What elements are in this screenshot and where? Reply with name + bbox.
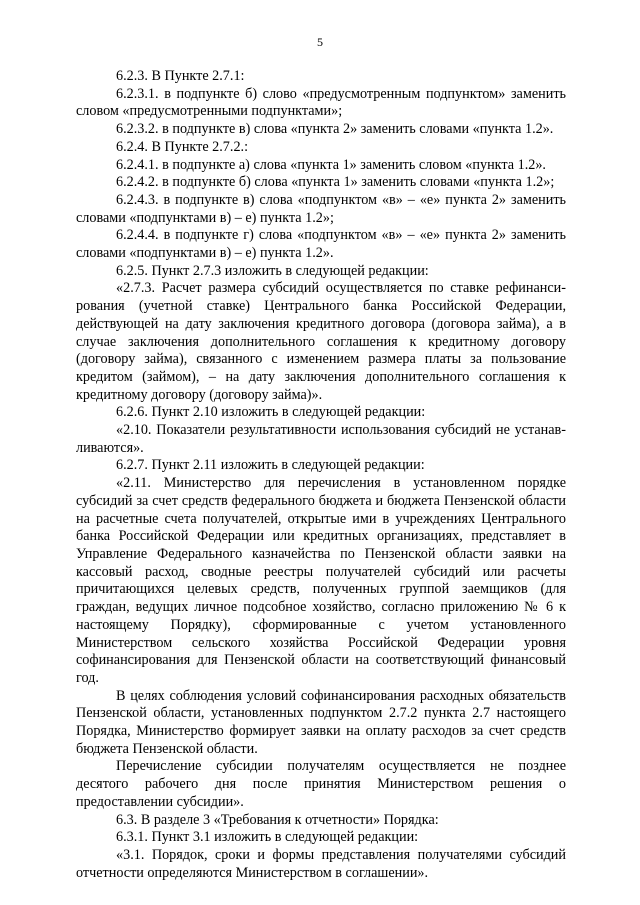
- paragraph: 6.2.3. В Пункте 2.7.1:: [116, 68, 245, 84]
- quoted-paragraph: «2.11. Министерство для перечисления в установленном порядке субсидий за счет средств федерального бюджета и бюджета Пензенской области на расчетные счета получателей, открытые ими в учреждениях Центрального банка Российской Федерации или кредитных организациях, представляет в Управление Федерального казначейства по Пензенской области заявки на кассовый расход, сводные реестры получателей субсидий или расчеты причитающихся целевых средств, полученных группой заемщиков (для граждан, ведущих личное подсобное хозяйство, согласно приложению № 6 к настоящему Порядку), сформированные с учетом установленного Министерством сельского хозяйства Российской Федерации уровня софинансирования для Пензенской области на соответствующий финансовый год.: [76, 475, 566, 686]
- paragraph: 6.2.3.2. в подпункте в) слова «пункта 2» заменить словами «пункта 1.2».: [116, 121, 554, 138]
- paragraph: 6.2.4. В Пункте 2.7.2.:: [116, 138, 249, 155]
- quoted-paragraph: «3.1. Порядок, сроки и формы представления получателями субсидий отчетности определяются Министерством в соглашении».: [76, 846, 566, 881]
- paragraph: 6.3. В разделе 3 «Требования к отчетности» Порядка:: [116, 811, 439, 828]
- paragraph: 6.2.4.3. в подпункте в) слова «подпунктом «в» – «е» пункта 2» заменить словами «подпунктами в) – е) пункта 1.2»;: [76, 191, 566, 226]
- paragraph: 6.2.5. Пункт 2.7.3 изложить в следующей редакции:: [116, 262, 429, 279]
- document-body: [76, 68, 566, 882]
- paragraph: 6.2.4.4. в подпункте г) слова «подпунктом «в» – «е» пункта 2» заменить словами «подпунктами в) – е) пункта 1.2».: [76, 227, 566, 262]
- paragraph: 6.2.4.1. в подпункте а) слова «пункта 1» заменить словом «пункта 1.2».: [116, 156, 546, 173]
- paragraph: 6.3.1. Пункт 3.1 изложить в следующей редакции:: [116, 829, 419, 846]
- paragraph: 6.2.7. Пункт 2.11 изложить в следующей редакции:: [116, 457, 425, 474]
- quoted-paragraph: «2.7.3. Расчет размера субсидий осуществляется по ставке рефинанси-рования (учетной ставке) Центрального банка Российской Федерации, действующей на дату заключения кредитного договора (договора займа), а в случае заключения дополнительного соглашения к кредитному договору (договору займа), связанного с изменением размера платы за пользование кредитом (займом), – на дату заключения дополнительного соглашения к кредитному договору (договору займа)».: [76, 280, 566, 403]
- quoted-paragraph: Перечисление субсидии получателям осуществляется не позднее десятого рабочего дня после принятия Министерством решения о предоставлении субсидии».: [76, 758, 566, 810]
- paragraph: 6.2.6. Пункт 2.10 изложить в следующей редакции:: [116, 404, 426, 421]
- quoted-paragraph: «2.10. Показатели результативности использования субсидий не устанав-ливаются».: [76, 422, 566, 456]
- paragraph: 6.2.3.1. в подпункте б) слово «предусмотренным подпунктом» заменить словом «предусмотренными подпунктами»;: [76, 85, 566, 120]
- quoted-paragraph: В целях соблюдения условий софинансирования расходных обязательств Пензенской области, установленных подпунктом 2.7.2 пункта 2.7 настоящего Порядка, Министерство формирует заявки на оплату расходов за счет средств бюджета Пензенской области.: [76, 687, 566, 757]
- paragraph: 6.2.4.2. в подпункте б) слова «пункта 1» заменить словами «пункта 1.2»;: [116, 174, 555, 191]
- page-number: 5: [317, 35, 323, 49]
